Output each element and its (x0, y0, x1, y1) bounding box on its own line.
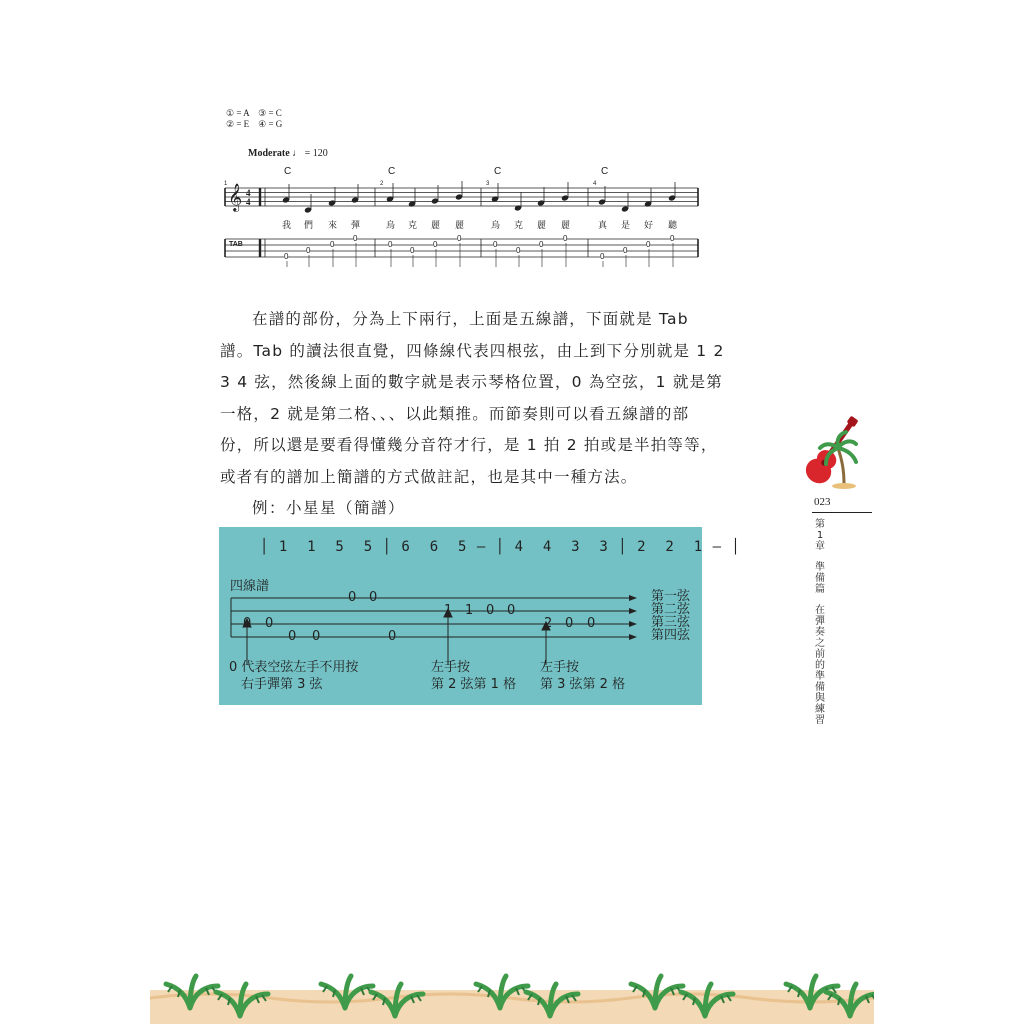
tuning-line-2: ② = E ④ = G (226, 119, 283, 129)
time-signature: 4 (246, 188, 251, 198)
chord-label: C (388, 166, 396, 177)
tempo-label: Moderate (248, 148, 290, 159)
subtitle-char: 習 (815, 715, 825, 726)
tab-fret-number: 0 (516, 246, 521, 255)
lyric-char: 是 (621, 221, 631, 231)
annotation-fret-2 (540, 659, 625, 693)
subtitle-char: 前 (815, 649, 825, 660)
lyric-char: 好 (644, 221, 654, 231)
annotation-line: 左手按 (431, 660, 471, 675)
tab-fret-number: 0 (284, 252, 289, 261)
spacer (814, 552, 826, 562)
tab-fret-number: 0 (493, 240, 498, 249)
string-label: 第二弦 (651, 602, 691, 617)
fret-number: 2 (544, 616, 553, 631)
subtitle-char: 練 (815, 704, 825, 715)
string-label: 第一弦 (651, 589, 691, 604)
fret-number: 0 (486, 603, 495, 618)
lyric-char: 克 (408, 221, 418, 231)
string-labels (651, 590, 690, 642)
lyric-char: 真 (598, 221, 608, 231)
staff-and-tab (222, 108, 700, 280)
lyric-char: 來 (328, 221, 338, 231)
four-line-label: 四線譜 (230, 579, 270, 594)
tab-fret-number: 0 (388, 240, 393, 249)
annotation-open-string (229, 659, 358, 693)
fret-number: 0 (388, 629, 397, 644)
lyric-char: 烏 (491, 221, 501, 231)
fret-number: 1 (465, 603, 474, 618)
page-number: 023 (814, 496, 831, 508)
lyric-char: 克 (514, 221, 524, 231)
palm-border (150, 968, 874, 1024)
subtitle-char: 備 (815, 682, 825, 693)
fret-number: 0 (369, 590, 378, 605)
tab-fret-number: 0 (306, 246, 311, 255)
section-char: 準 (815, 562, 825, 573)
chapter-char: 1 (816, 530, 824, 541)
subtitle-char: 彈 (815, 616, 825, 627)
tab-fret-number: 0 (457, 234, 462, 243)
chord-label: C (284, 166, 292, 177)
fret-number: 0 (565, 616, 574, 631)
subtitle-char: 奏 (815, 627, 825, 638)
measure-number: 2 (380, 181, 384, 187)
lyric-char: 麗 (455, 221, 465, 231)
subtitle-char: 之 (815, 638, 825, 649)
chapter-label (814, 519, 826, 726)
tab-fret-number: 0 (563, 234, 568, 243)
annotation-line: 右手彈第 3 弦 (241, 677, 323, 692)
chapter-char: 第 (815, 519, 825, 530)
fret-number: 0 (587, 616, 596, 631)
lyric-char: 們 (304, 221, 314, 231)
lyric-char: 麗 (431, 221, 441, 231)
annotation-line: 第 2 弦第 1 格 (431, 677, 517, 692)
measure-number: 1 (224, 181, 228, 187)
paragraph-line: 或者有的譜加上簡譜的方式做註記，也是其中一種方法。 (220, 467, 638, 486)
measure-number: 4 (593, 181, 597, 187)
fret-number: 0 (265, 616, 274, 631)
fret-number: 0 (348, 590, 357, 605)
annotation-line: 第 3 弦第 2 格 (540, 677, 626, 692)
quarter-note-icon: ♩ (292, 148, 303, 159)
section-char: 篇 (815, 584, 825, 595)
tuning-line-1: ① = A ③ = C (226, 108, 282, 118)
sheet-music (222, 108, 700, 280)
paragraph-line: 3 4 弦，然後線上面的數字就是表示琴格位置，0 為空弦，1 就是第 (220, 373, 723, 391)
tab-fret-number: 0 (600, 252, 605, 261)
fret-number: 0 (288, 629, 297, 644)
tab-clef: TAB (229, 241, 243, 248)
lyric-char: 彈 (351, 221, 361, 231)
paragraph-line: 一格，2 就是第二格、、、以此類推。而節奏則可以看五線譜的部 (220, 404, 690, 423)
subtitle-char: 與 (815, 693, 825, 704)
string-label: 第四弦 (651, 628, 691, 643)
subtitle-char: 準 (815, 671, 825, 682)
body-paragraph (220, 304, 725, 493)
paragraph-line: 在譜的部份，分為上下兩行，上面是五線譜，下面就是 Tab (252, 310, 689, 328)
string-label: 第三弦 (651, 615, 691, 630)
tab-fret-number: 0 (353, 234, 358, 243)
annotation-fret-1 (431, 659, 516, 693)
tab-fret-number: 0 (539, 240, 544, 249)
tab-fret-number: 0 (623, 246, 628, 255)
tab-fret-number: 0 (330, 240, 335, 249)
time-signature: 4 (246, 197, 251, 207)
paragraph-line: 份，所以還是要看得懂幾分音符才行，是 1 拍 2 拍或是半拍等等， (220, 436, 718, 454)
example-title: 例：小星星（簡譜） (252, 499, 406, 517)
ukulele-palm-icon (800, 408, 862, 490)
paragraph-line: 譜。Tab 的讀法很直覺，四條線代表四根弦，由上到下分別就是 1 2 (220, 341, 725, 360)
chord-label: C (494, 166, 502, 177)
subtitle-char: 的 (815, 660, 825, 671)
fret-number: 0 (507, 603, 516, 618)
lyric-char: 烏 (386, 221, 396, 231)
fret-number: 0 (243, 616, 252, 631)
fret-number: 0 (312, 629, 321, 644)
lyric-char: 麗 (537, 221, 547, 231)
spacer (814, 595, 826, 605)
tab-fret-number: 0 (646, 240, 651, 249)
tab-fret-number: 0 (433, 240, 438, 249)
tab-fret-number: 0 (670, 234, 675, 243)
measure-number: 3 (486, 181, 490, 187)
treble-clef: 𝄞 (228, 185, 243, 211)
fret-number: 1 (444, 603, 453, 618)
subtitle-char: 在 (815, 605, 825, 616)
annotation-line: 0 代表空弦左手不用按 (229, 660, 359, 675)
chord-label: C (601, 166, 609, 177)
lyric-char: 聽 (668, 221, 678, 231)
annotation-line: 左手按 (540, 660, 580, 675)
tempo-value: = 120 (304, 148, 328, 159)
lyric-char: 我 (282, 221, 292, 231)
lyric-char: 麗 (561, 221, 571, 231)
section-char: 備 (815, 573, 825, 584)
jianpu-notation: │ 1 1 5 5 │ 6 6 5 — │ 4 4 3 3 │ 2 2 1 — │ (260, 539, 741, 555)
chapter-char: 章 (815, 541, 825, 552)
side-rule (812, 512, 872, 513)
tab-fret-number: 0 (410, 246, 415, 255)
